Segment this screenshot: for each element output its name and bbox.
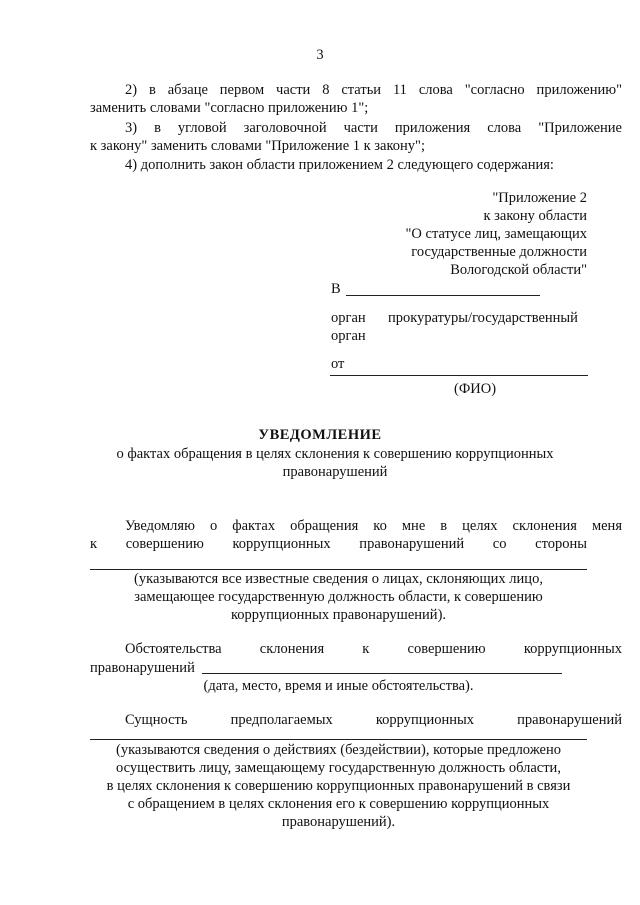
notice-subtitle-line-1: о фактах обращения в целях склонения к совершению коррупционных [116, 446, 554, 462]
p1-note-line-2: замещающее государственную должность области, к совершению [134, 589, 543, 605]
appendix-header-line-2: к закону области [483, 208, 587, 224]
notice-subtitle-line-2: правонарушений [282, 464, 388, 480]
amendment-line-1: 2) в абзаце первом части 8 статьи 11 слова "согласно приложению" [125, 82, 622, 98]
p2-note: (дата, место, время и иные обстоятельства). [203, 678, 474, 694]
page-number: 3 [316, 47, 324, 63]
p3-note-line-5: правонарушений). [281, 814, 396, 830]
appendix-header-line-5: Вологодской области" [450, 262, 587, 278]
appendix-header-line-1: "Приложение 2 [492, 190, 587, 206]
p1-blank-line [90, 569, 587, 570]
amendment-line-4: к закону" заменить словами "Приложение 1 к закону"; [90, 138, 425, 154]
p2-line-2: правонарушений [90, 660, 195, 676]
appendix-header-line-3: "О статусе лиц, замещающих [405, 226, 587, 242]
addressee-from-blank-line [330, 375, 588, 376]
amendment-line-2: заменить словами "согласно приложению 1"; [90, 100, 369, 116]
p1-line-2: к совершению коррупционных правонарушений со стороны [90, 536, 587, 552]
amendment-line-3: 3) в угловой заголовочной части приложения слова "Приложение [125, 120, 622, 136]
p3-note-line-2: осуществить лицу, замещающему государственную должность области, [116, 760, 561, 776]
p3-line-1: Сущность предполагаемых коррупционных правонарушений [125, 712, 622, 728]
addressee-from-label: от [331, 356, 345, 372]
addressee-organ-left: орган [331, 310, 366, 326]
addressee-fio-caption: (ФИО) [454, 381, 497, 397]
addressee-organ-right: прокуратуры/государственный [388, 310, 578, 326]
appendix-header-line-4: государственные должности [411, 244, 587, 260]
p1-note-line-1: (указываются все известные сведения о лицах, склоняющих лицо, [134, 571, 543, 587]
addressee-to-label: В [331, 281, 341, 297]
notice-title: УВЕДОМЛЕНИЕ [258, 427, 382, 443]
p3-note-line-3: в целях склонения к совершению коррупционных правонарушений в связи [106, 778, 571, 794]
p1-line-1: Уведомляю о фактах обращения ко мне в целях склонения меня [125, 518, 622, 534]
amendment-line-5: 4) дополнить закон области приложением 2 следующего содержания: [125, 157, 554, 173]
addressee-to-blank-line [346, 295, 540, 296]
p3-blank-line [90, 739, 587, 740]
p1-note-line-3: коррупционных правонарушений). [230, 607, 447, 623]
p3-note-line-1: (указываются сведения о действиях (бездействии), которые предложено [116, 742, 561, 758]
p2-line-1: Обстоятельства склонения к совершению коррупционных [125, 641, 622, 657]
addressee-organ-line-2: орган [331, 328, 366, 344]
p2-blank-line [202, 673, 562, 674]
p3-note-line-4: с обращением в целях склонения его к совершению коррупционных [127, 796, 550, 812]
